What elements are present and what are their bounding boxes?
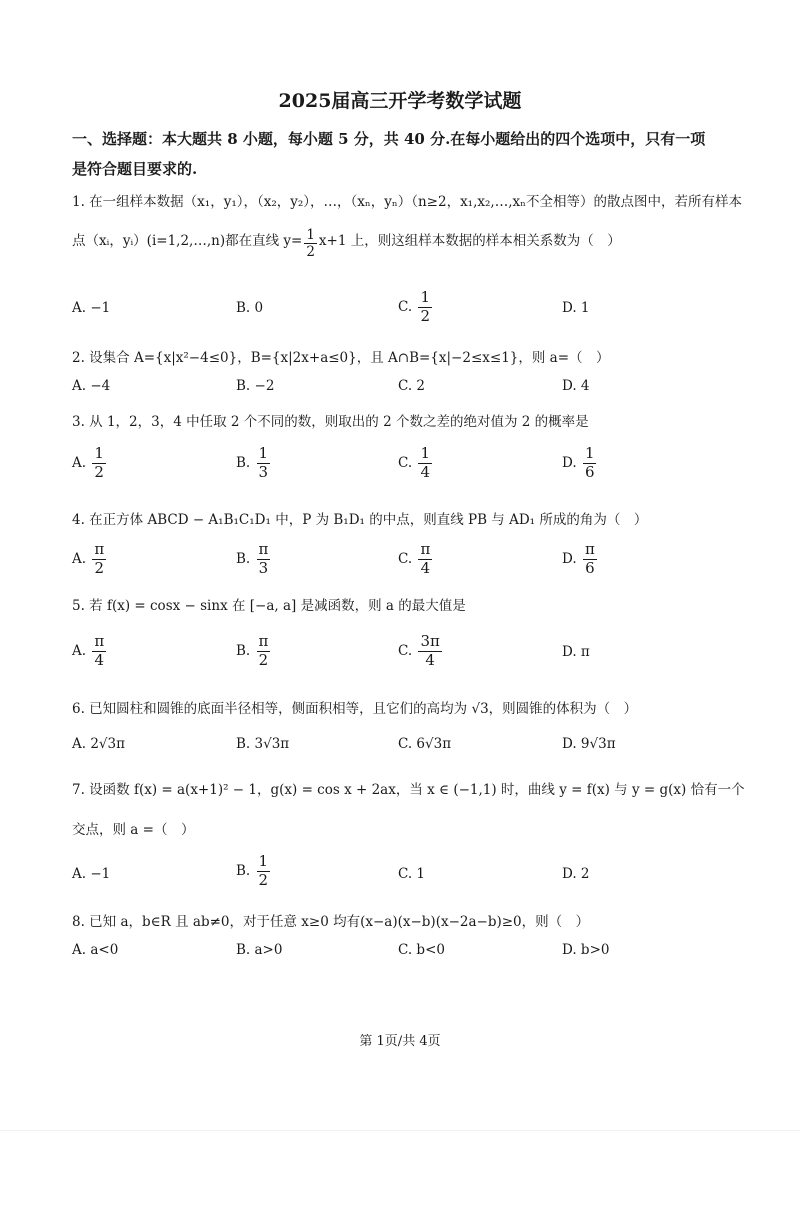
q4-option-b: B. $\frac{\pi}{3}$: [236, 540, 269, 577]
q7-option-d: D. 2: [562, 866, 590, 882]
q7-option-b: B. $\frac{1}{2}$: [236, 852, 269, 889]
section-heading-line1: 一、选择题：本大题共 8 小题，每小题 5 分，共 40 分.在每小题给出的四个选项中，只有一项: [72, 130, 706, 148]
q6-option-b: B. 3√3π: [236, 736, 290, 752]
q1-stem-line1: 1. 在一组样本数据（x₁，y₁），（x₂，y₂），…，（xₙ，yₙ）（n≥2，x₁,x₂,…,xₙ不全相等）的散点图中，若所有样本: [72, 194, 742, 210]
q5-option-b: B. $\frac{\pi}{2}$: [236, 632, 269, 669]
q2-option-d: D. 4: [562, 378, 590, 394]
q5-stem: 5. 若 f(x) = cosx − sinx 在 [−a, a] 是减函数，则 a 的最大值是: [72, 598, 466, 614]
q1-option-a: A. −1: [72, 300, 111, 316]
q7-stem-line1: 7. 设函数 f(x) = a(x+1)² − 1，g(x) = cos x + 2ax，当 x ∈ (−1,1) 时，曲线 y = f(x) 与 y = g(x) 恰有一个: [72, 782, 745, 798]
q6-option-d: D. 9√3π: [562, 736, 616, 752]
q1-option-c: C. $\frac{1}{2}$: [398, 288, 430, 325]
q8-option-a: A. a<0: [72, 942, 119, 958]
q4-option-d: D. $\frac{\pi}{6}$: [562, 540, 595, 577]
q8-option-d: D. b>0: [562, 942, 610, 958]
q8-option-b: B. a>0: [236, 942, 283, 958]
q1-stem-pre: 点（xᵢ，yᵢ）(i=1,2,…,n)都在直线 y=: [72, 233, 303, 249]
section-heading-line2: 是符合题目要求的.: [72, 160, 198, 178]
q8-stem: 8. 已知 a，b∈R 且 ab≠0，对于任意 x≥0 均有(x−a)(x−b)(x−2a−b)≥0，则（ ）: [72, 914, 590, 930]
q2-stem: 2. 设集合 A={x|x²−4≤0}，B={x|2x+a≤0}，且 A∩B={x|−2≤x≤1}，则 a=（ ）: [72, 350, 610, 366]
page-title: 2025届高三开学考数学试题: [278, 90, 522, 112]
q1-option-b: B. 0: [236, 300, 264, 316]
q8-option-c: C. b<0: [398, 942, 445, 958]
q5-option-a: A. $\frac{\pi}{4}$: [72, 632, 105, 669]
q2-option-b: B. −2: [236, 378, 275, 394]
q3-option-d: D. $\frac{1}{6}$: [562, 444, 595, 481]
page-number-footer: 第 1页/共 4页: [359, 1034, 441, 1049]
q3-option-b: B. $\frac{1}{3}$: [236, 444, 269, 481]
page-bottom-divider: [0, 1130, 800, 1131]
q2-option-a: A. −4: [72, 378, 111, 394]
q1-option-d: D. 1: [562, 300, 590, 316]
q4-option-a: A. $\frac{\pi}{2}$: [72, 540, 105, 577]
q6-stem: 6. 已知圆柱和圆锥的底面半径相等，侧面积相等，且它们的高均为 √3，则圆锥的体积为（ ）: [72, 701, 638, 717]
q1-stem-post: x+1 上，则这组样本数据的样本相关系数为（ ）: [318, 233, 621, 249]
q3-option-c: C. $\frac{1}{4}$: [398, 444, 430, 481]
q6-option-a: A. 2√3π: [72, 736, 125, 752]
q3-stem: 3. 从 1，2，3，4 中任取 2 个不同的数，则取出的 2 个数之差的绝对值为 2 的概率是: [72, 414, 589, 430]
q1-slope-fraction: $\frac{1}{2}$: [306, 227, 315, 261]
q1-stem-line2: [72, 228, 621, 259]
q3-option-a: A. $\frac{1}{2}$: [72, 444, 104, 481]
q4-option-c: C. $\frac{\pi}{4}$: [398, 540, 431, 577]
q7-option-a: A. −1: [72, 866, 111, 882]
q5-option-d: D. π: [562, 644, 590, 660]
q6-option-c: C. 6√3π: [398, 736, 452, 752]
q2-option-c: C. 2: [398, 378, 426, 394]
q7-option-c: C. 1: [398, 866, 426, 882]
q4-stem: 4. 在正方体 ABCD − A₁B₁C₁D₁ 中，P 为 B₁D₁ 的中点，则直线 PB 与 AD₁ 所成的角为（ ）: [72, 512, 648, 528]
q5-option-c: C. $\frac{3\pi}{4}$: [398, 632, 440, 669]
q7-stem-line2: 交点，则 a =（ ）: [72, 822, 195, 838]
